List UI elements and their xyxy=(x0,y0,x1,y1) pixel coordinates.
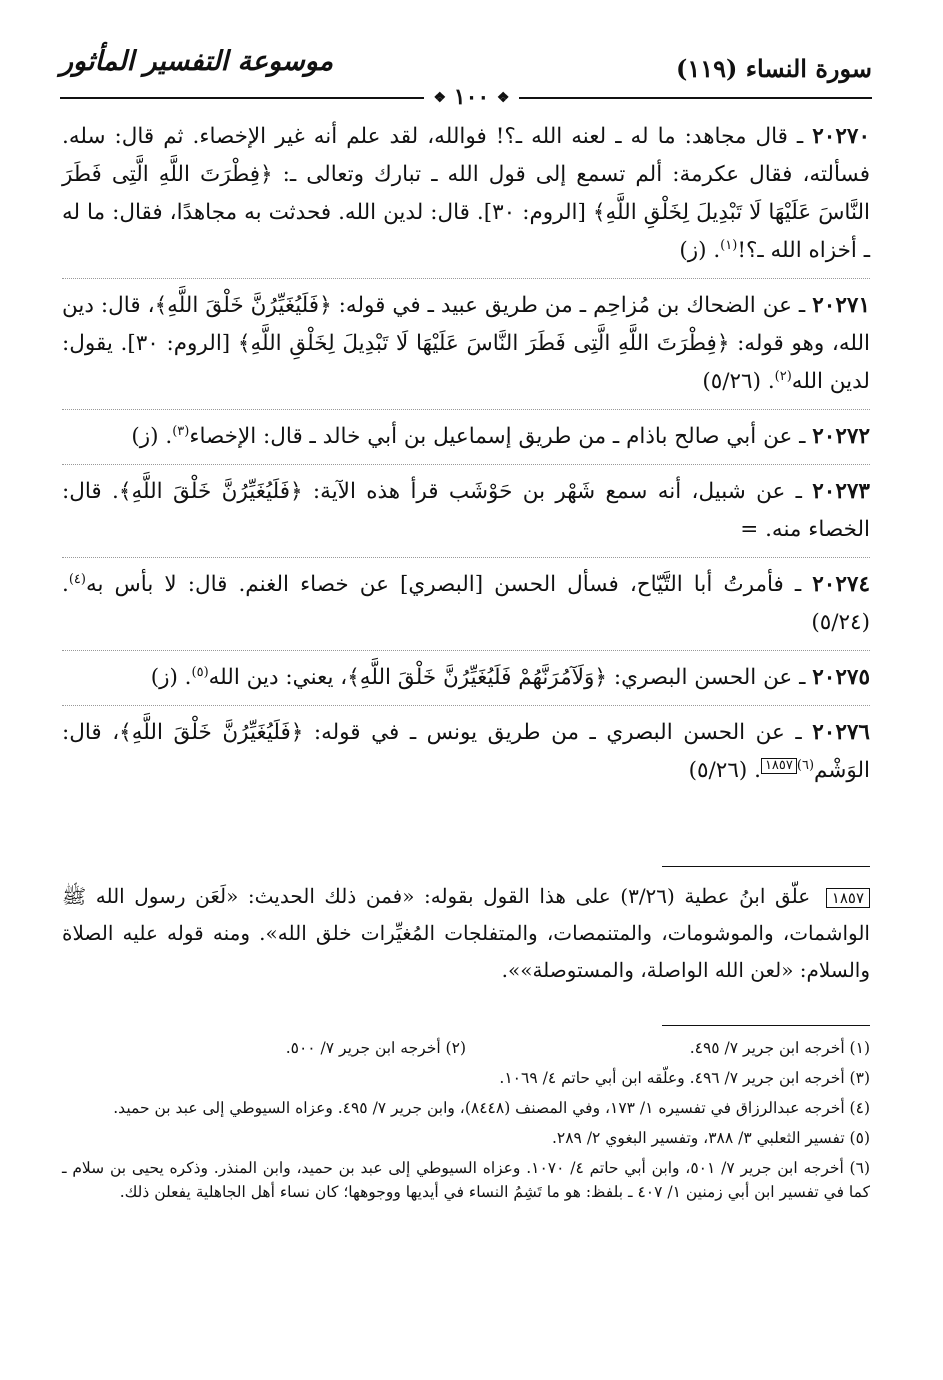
surah-title: سورة النساء (١١٩) xyxy=(676,54,872,83)
footnotes xyxy=(62,1036,870,1210)
footnote-ref[interactable]: (٦) xyxy=(796,757,815,773)
narration-text: ـ عن الحسن البصري: ﴿وَلَآمُرَنَّهُمْ فَلَيُغَيِّرُنَّ خَلْقَ اللَّهِ﴾، يعني: دين الله xyxy=(208,665,806,690)
footnote-ref[interactable]: (٥) xyxy=(191,664,209,680)
footnote-ref[interactable]: (٣) xyxy=(172,423,190,439)
narration-source: . (ز) xyxy=(679,238,721,263)
narration-source: . (٥/٢٦) xyxy=(688,758,761,783)
commentary-text: علّق ابنُ عطية (٣/٢٦) على هذا القول بقوله: «فمن ذلك الحديث: «لَعَن رسول الله ﷺ الواشمات، والموشومات، والمتنمصات، والمتفلجات المُغيِّرات خلق الله». ومنه قوله عليه الصلاة والسلام: «لعن الله الواصلة، والمستوصلة»». xyxy=(62,884,870,982)
narration-text: ـ عن الضحاك بن مُزاحِم ـ من طريق عبيد ـ في قوله: ﴿فَلَيُغَيِّرُنَّ خَلْقَ اللَّهِ﴾، قال: دين الله، وهو قوله: ﴿فِطْرَتَ اللَّهِ الَّتِى فَطَرَ النَّاسَ عَلَيْهَا لَا تَبْدِيلَ لِخَلْقِ اللَّهِ﴾ [الروم: ٣٠]. يقول: لدين الله xyxy=(62,293,871,394)
ornament-icon: ❖ xyxy=(433,90,447,106)
narration-number: ٢٠٢٧٦ xyxy=(812,720,870,745)
narration-text: ـ فأمرتُ أبا التَّيّاح، فسأل الحسن [البصري] عن خصاء الغنم. قال: لا بأس به xyxy=(85,572,802,597)
footnote-ref[interactable]: (٤) xyxy=(68,571,86,587)
narration-text: ـ عن شبيل، أنه سمع شَهْر بن حَوْشَب قرأ هذه الآية: ﴿فَلَيُغَيِّرُنَّ خَلْقَ اللَّهِ﴾. قال: الخصاء منه. = xyxy=(62,479,870,542)
commentary xyxy=(62,878,870,989)
narration-text: ـ عن أبي صالح باذام ـ من طريق إسماعيل بن أبي خالد ـ قال: الإخصاء xyxy=(189,424,806,449)
footnote: (٦) أخرجه ابن جرير ٧/ ٥٠١، وابن أبي حاتم ٤/ ١٠٧٠. وعزاه السيوطي إلى عبد بن حميد، وابن المنذر. وذكره يحيى بن سلام ـ كما في تفسير ابن أبي زمنين ١/ ٤٠٧ ـ بلفظ: هو ما تَشِمُ النساء في أيديها ووجوهها؛ كان نساء أهل الجاهلية يفعلن ذلك. xyxy=(62,1159,870,1201)
narration-number: ٢٠٢٧٥ xyxy=(812,665,870,690)
separator-line xyxy=(662,866,870,867)
narration xyxy=(62,659,870,706)
narration-text: ـ قال مجاهد: ما له ـ لعنه الله ـ؟! فوالله، لقد علم أنه غير الإخصاء. ثم قال: سله. فسألته، فقال عكرمة: ألم تسمع إلى قول الله ـ تبارك وتعالى ـ: ﴿فِطْرَتَ اللَّهِ الَّتِى فَطَرَ النَّاسَ عَلَيْهَا لَا تَبْدِيلَ لِخَلْقِ اللَّهِ﴾ [الروم: ٣٠]. قال: لدين الله. فحدثت به مجاهدًا، فقال: ما له ـ أخزاه الله ـ؟! xyxy=(62,124,870,263)
narration xyxy=(62,418,870,465)
narration-number: ٢٠٢٧٤ xyxy=(812,572,870,597)
narration-source: . (ز) xyxy=(131,424,173,449)
footnote: (٥) تفسير الثعلبي ٣/ ٣٨٨، وتفسير البغوي ٢/ ٢٨٩. xyxy=(551,1129,870,1147)
footnote: (٣) أخرجه ابن جرير ٧/ ٤٩٦. وعلّقه ابن أبي حاتم ٤/ ١٠٦٩. xyxy=(499,1069,870,1087)
narration-source: . (٥/٢٦) xyxy=(702,369,775,394)
narration xyxy=(62,473,870,558)
ornament-icon: ❖ xyxy=(496,90,510,106)
narration xyxy=(62,287,870,410)
page-number-container xyxy=(0,84,943,110)
page-number xyxy=(424,84,520,110)
book-title: موسوعة التفسير المأثور xyxy=(60,46,334,77)
narration xyxy=(62,714,870,798)
narration xyxy=(62,118,870,279)
narration-number: ٢٠٢٧١ xyxy=(812,293,870,318)
footnote-ref[interactable]: (٢) xyxy=(774,368,792,384)
footnote: (٢) أخرجه ابن جرير ٧/ ٥٠٠. xyxy=(285,1039,466,1057)
narration xyxy=(62,566,870,651)
commentary-number: ١٨٥٧ xyxy=(826,888,870,908)
commentary-ref[interactable]: ١٨٥٧ xyxy=(761,758,797,774)
narration-number: ٢٠٢٧٠ xyxy=(812,124,870,149)
narration-text: ـ عن الحسن البصري ـ من طريق يونس ـ في قوله: ﴿فَلَيُغَيِّرُنَّ خَلْقَ اللَّهِ﴾، قال: الوَشْم xyxy=(62,720,870,783)
narration-number: ٢٠٢٧٣ xyxy=(812,479,870,504)
footnote-ref[interactable]: (١) xyxy=(720,237,738,253)
footnotes-separator xyxy=(662,1025,870,1026)
narration-number: ٢٠٢٧٢ xyxy=(812,424,870,449)
page-number-text: ١٠٠ xyxy=(453,84,490,110)
footnote: (٤) أخرجه عبدالرزاق في تفسيره ١/ ١٧٣، وفي المصنف (٨٤٤٨)، وابن جرير ٧/ ٤٩٥. وعزاه السيوطي إلى عبد بن حميد. xyxy=(113,1099,870,1117)
narration-source: . (٥/٢٤) xyxy=(62,572,870,635)
footnote: (١) أخرجه ابن جرير ٧/ ٤٩٥. xyxy=(689,1039,870,1057)
narration-source: . (ز) xyxy=(150,665,192,690)
footnote-row xyxy=(62,1036,870,1066)
narrations xyxy=(62,118,870,806)
